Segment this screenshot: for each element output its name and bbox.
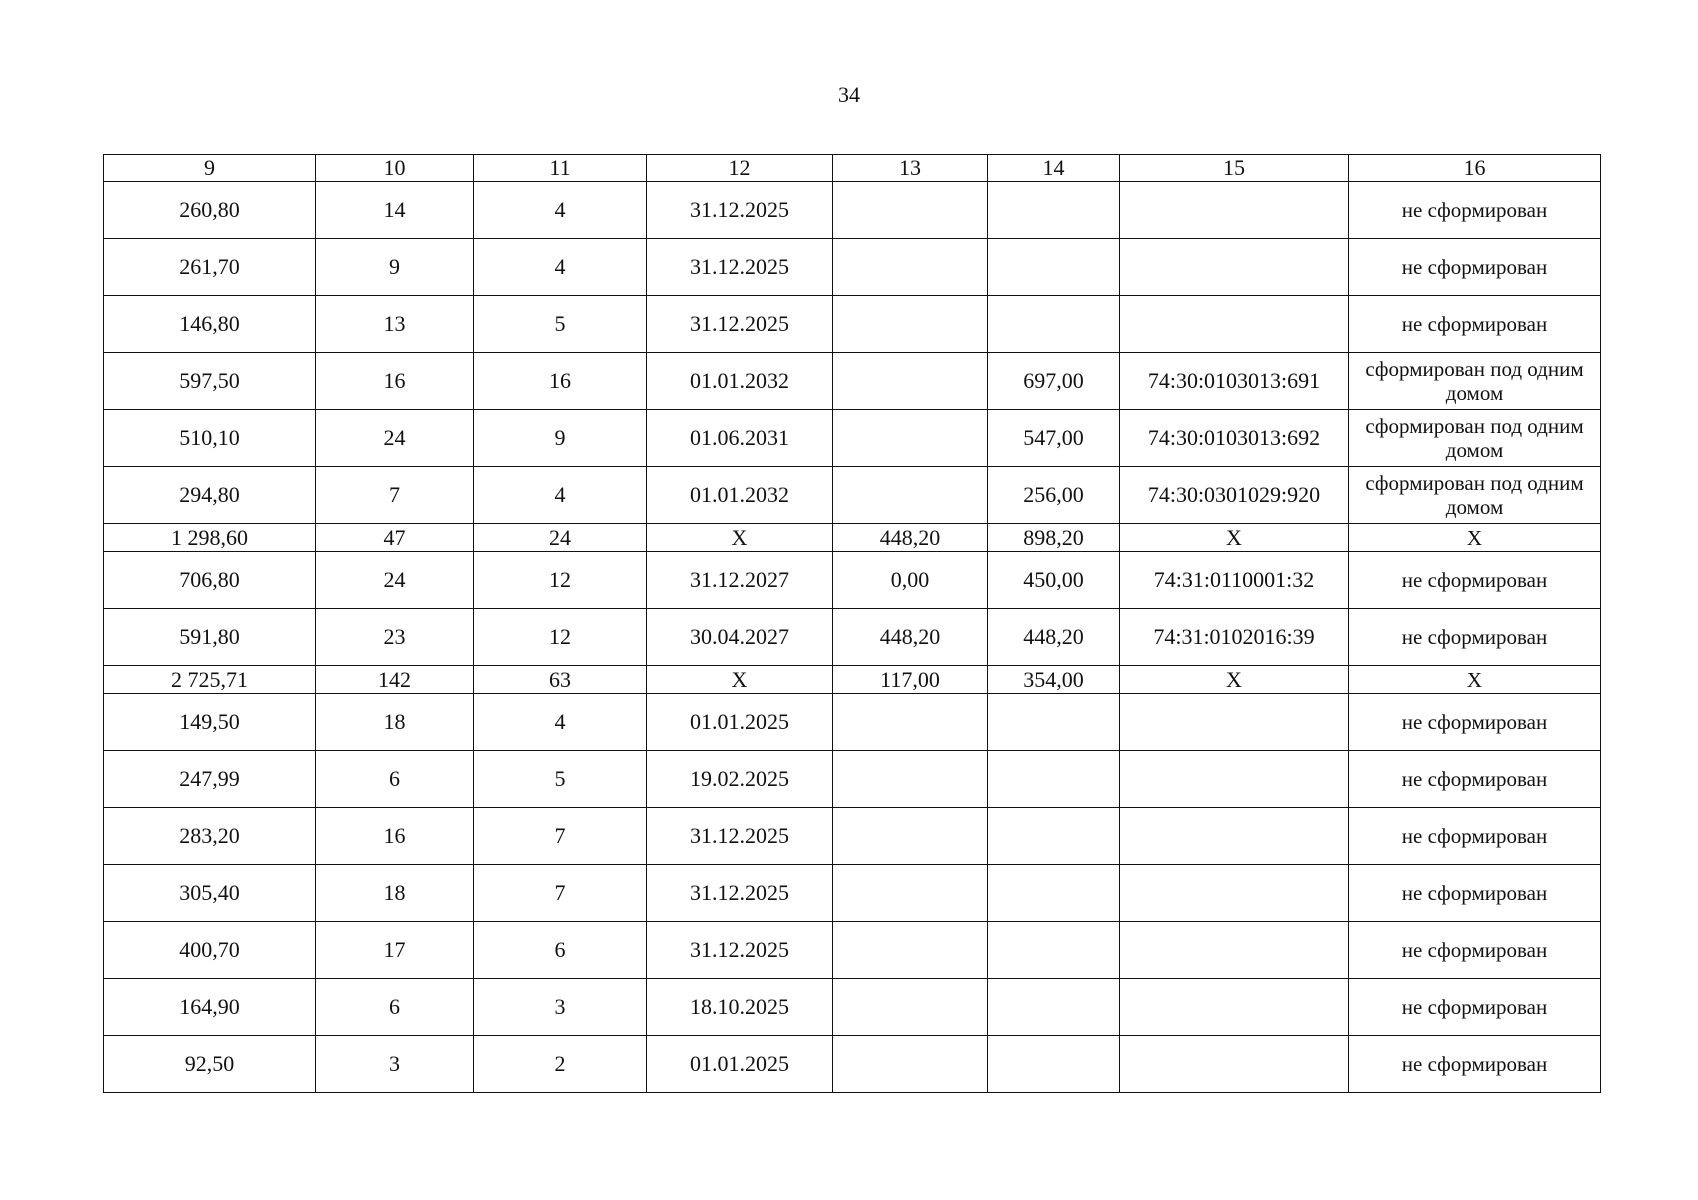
header-row [104,155,1601,182]
table-cell: 74:30:0301029:920 [1120,467,1349,524]
table-cell: не сформирован [1349,979,1601,1036]
table-cell: 283,20 [104,808,316,865]
table-cell [1120,182,1349,239]
table-cell: 31.12.2025 [647,865,833,922]
total-row [104,666,1601,694]
table-cell: 9 [316,239,474,296]
table-cell: 706,80 [104,552,316,609]
table-cell: 260,80 [104,182,316,239]
table-cell: 164,90 [104,979,316,1036]
table-cell: сформирован под одним домом [1349,467,1601,524]
table-cell: 31.12.2025 [647,239,833,296]
column-header: 10 [316,155,474,182]
table-row [104,609,1601,666]
table-cell [988,296,1120,353]
table-cell: 23 [316,609,474,666]
column-header: 14 [988,155,1120,182]
table-cell: 0,00 [833,552,988,609]
table-cell: 547,00 [988,410,1120,467]
table-cell [988,808,1120,865]
table-cell: 92,50 [104,1036,316,1093]
table-cell: 294,80 [104,467,316,524]
table-cell: 7 [316,467,474,524]
table-cell: 31.12.2025 [647,922,833,979]
table-cell: 4 [474,239,647,296]
table-row [104,808,1601,865]
table-cell: 7 [474,865,647,922]
table-cell: 591,80 [104,609,316,666]
table-cell: 19.02.2025 [647,751,833,808]
table-cell: 448,20 [833,524,988,552]
table-cell: 697,00 [988,353,1120,410]
table-cell: 256,00 [988,467,1120,524]
table-cell: 4 [474,694,647,751]
table-cell [988,182,1120,239]
table-cell [988,239,1120,296]
table-cell [1120,1036,1349,1093]
table-cell: X [1120,524,1349,552]
table-cell: 448,20 [833,609,988,666]
table-cell: 6 [316,979,474,1036]
table-cell: 146,80 [104,296,316,353]
table-cell: 3 [474,979,647,1036]
table-cell: 01.01.2025 [647,1036,833,1093]
table-cell: не сформирован [1349,1036,1601,1093]
table-row [104,552,1601,609]
table-row [104,239,1601,296]
table-cell: 17 [316,922,474,979]
table-cell: 12 [474,609,647,666]
table-cell [988,1036,1120,1093]
table-cell: 74:30:0103013:691 [1120,353,1349,410]
column-header: 9 [104,155,316,182]
table-cell: 450,00 [988,552,1120,609]
table-cell: 898,20 [988,524,1120,552]
table-cell [833,467,988,524]
table-cell: 63 [474,666,647,694]
table-cell [833,182,988,239]
table-cell: не сформирован [1349,296,1601,353]
table-body [104,155,1601,1093]
table-cell: 31.12.2025 [647,808,833,865]
table-cell: 6 [316,751,474,808]
table-cell: 448,20 [988,609,1120,666]
table-row [104,751,1601,808]
table-cell: 117,00 [833,666,988,694]
table-cell: 4 [474,182,647,239]
table-cell: 18 [316,865,474,922]
table-cell: 5 [474,751,647,808]
table-cell: 13 [316,296,474,353]
table-cell: 18.10.2025 [647,979,833,1036]
table-cell: 01.06.2031 [647,410,833,467]
table-cell: 14 [316,182,474,239]
total-row [104,524,1601,552]
table-cell: 74:31:0110001:32 [1120,552,1349,609]
table-cell: 01.01.2032 [647,353,833,410]
table-row [104,296,1601,353]
table-row [104,353,1601,410]
table-cell: 247,99 [104,751,316,808]
table-cell: 6 [474,922,647,979]
table-cell: 3 [316,1036,474,1093]
column-header: 13 [833,155,988,182]
table-cell: не сформирован [1349,239,1601,296]
table-cell: 12 [474,552,647,609]
table-cell: 30.04.2027 [647,609,833,666]
table-row [104,865,1601,922]
table-cell [833,410,988,467]
table-cell [988,694,1120,751]
table-cell [833,979,988,1036]
table-cell: 47 [316,524,474,552]
table-cell [1120,922,1349,979]
page-number: 34 [838,82,860,107]
table-row [104,410,1601,467]
table-cell [1120,239,1349,296]
table-cell [988,979,1120,1036]
table-cell: 1 298,60 [104,524,316,552]
table-cell: 18 [316,694,474,751]
table-cell: X [1349,666,1601,694]
table-cell: 142 [316,666,474,694]
table-cell: 01.01.2032 [647,467,833,524]
table-cell: 31.12.2025 [647,296,833,353]
table-row [104,182,1601,239]
table-cell: 305,40 [104,865,316,922]
table-cell: не сформирован [1349,865,1601,922]
table-cell: 24 [316,552,474,609]
column-header: 15 [1120,155,1349,182]
table-cell [833,808,988,865]
table-cell: 597,50 [104,353,316,410]
table-cell: 261,70 [104,239,316,296]
table-cell [833,353,988,410]
table-cell [833,296,988,353]
table-cell: 9 [474,410,647,467]
table-cell [833,865,988,922]
table-cell: сформирован под одним домом [1349,353,1601,410]
table-row [104,1036,1601,1093]
table-row [104,922,1601,979]
table-cell: не сформирован [1349,609,1601,666]
table-cell: 01.01.2025 [647,694,833,751]
table-cell [833,239,988,296]
table-cell: не сформирован [1349,922,1601,979]
table-cell [988,865,1120,922]
table-cell [1120,694,1349,751]
table-cell: не сформирован [1349,808,1601,865]
column-header: 16 [1349,155,1601,182]
table-cell [988,751,1120,808]
table-cell: 510,10 [104,410,316,467]
table-cell [1120,979,1349,1036]
table-cell: 2 [474,1036,647,1093]
table-cell: 4 [474,467,647,524]
table-cell: не сформирован [1349,694,1601,751]
table-cell [1120,808,1349,865]
table-cell: не сформирован [1349,751,1601,808]
table-row [104,467,1601,524]
table-cell: 31.12.2025 [647,182,833,239]
table-cell: не сформирован [1349,182,1601,239]
table-cell: 354,00 [988,666,1120,694]
table-row [104,694,1601,751]
table-cell: сформирован под одним домом [1349,410,1601,467]
table-cell [1120,751,1349,808]
table-cell: 5 [474,296,647,353]
table-cell: 31.12.2027 [647,552,833,609]
table-cell: 16 [474,353,647,410]
column-header: 11 [474,155,647,182]
table-cell: X [1120,666,1349,694]
table-cell [1120,865,1349,922]
table-cell: X [647,666,833,694]
data-table [103,154,1601,1093]
table-cell: 149,50 [104,694,316,751]
table-cell: 7 [474,808,647,865]
table-cell [1120,296,1349,353]
table-cell [833,694,988,751]
table-cell: 16 [316,808,474,865]
table-cell: 2 725,71 [104,666,316,694]
table-row [104,979,1601,1036]
column-header: 12 [647,155,833,182]
table-cell: 24 [316,410,474,467]
table-cell: X [1349,524,1601,552]
table-cell: X [647,524,833,552]
table-cell: 24 [474,524,647,552]
table-cell [988,922,1120,979]
table-cell: 74:31:0102016:39 [1120,609,1349,666]
table-cell: не сформирован [1349,552,1601,609]
table-cell: 16 [316,353,474,410]
table-cell [833,1036,988,1093]
table-cell: 74:30:0103013:692 [1120,410,1349,467]
table-cell: 400,70 [104,922,316,979]
table-cell [833,922,988,979]
table-cell [833,751,988,808]
